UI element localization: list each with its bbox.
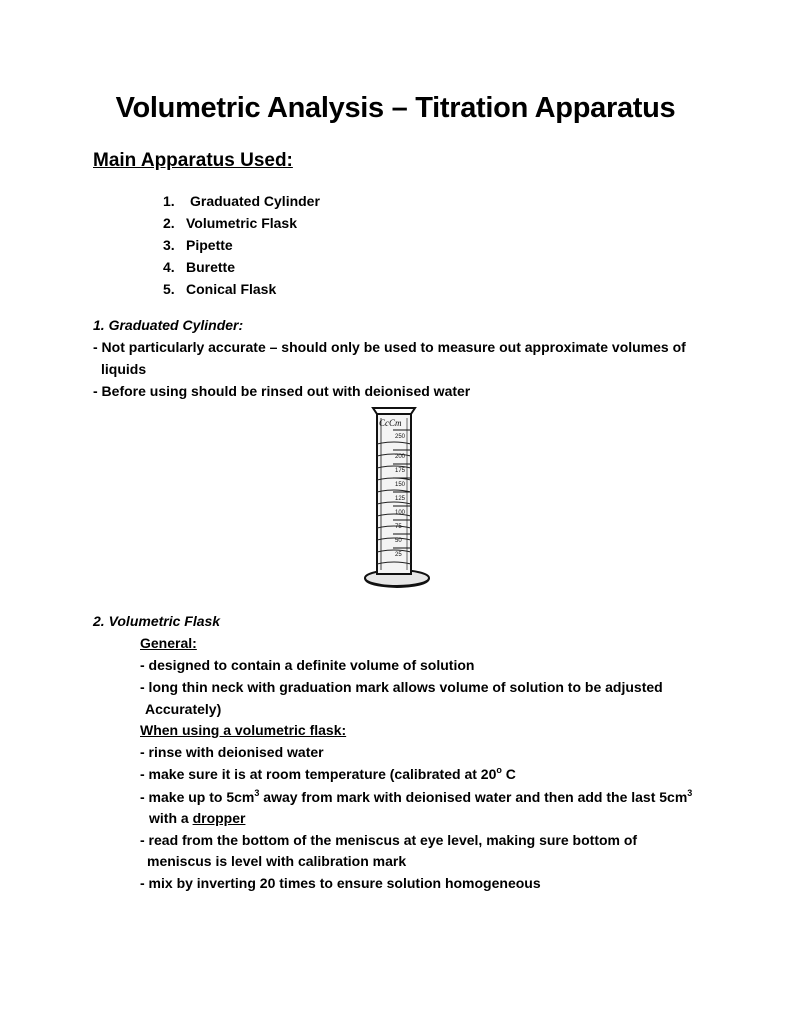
list-number: 1. bbox=[163, 193, 175, 209]
section2-text: with a dropper bbox=[149, 810, 246, 826]
scale-label: 75 bbox=[395, 524, 402, 530]
section2-text: - make up to $5cm^3$ away from mark with deionised water and then add the last $5cm^3$ bbox=[140, 788, 693, 805]
list-number: 3. bbox=[163, 237, 175, 253]
main-apparatus-heading: Main Apparatus Used: bbox=[93, 150, 293, 171]
section2-text: - mix by inverting 20 times to ensure solution homogeneous bbox=[140, 875, 541, 891]
general-heading: General: bbox=[140, 635, 197, 651]
list-item: Conical Flask bbox=[186, 281, 277, 297]
page-title: Volumetric Analysis – Titration Apparatus bbox=[115, 92, 676, 124]
graduated-cylinder-illustration bbox=[355, 404, 440, 592]
using-heading: When using a volumetric flask: bbox=[140, 722, 347, 738]
list-item: Pipette bbox=[186, 237, 233, 253]
cylinder-unit-label: CcCm bbox=[379, 418, 402, 428]
scale-label: 150 bbox=[395, 482, 406, 488]
section1-heading: 1. Graduated Cylinder: bbox=[93, 317, 244, 333]
list-number: 5. bbox=[163, 281, 175, 297]
section2-text: - rinse with deionised water bbox=[140, 744, 324, 760]
section2-text: - read from the bottom of the meniscus at eye level, making sure bottom of bbox=[140, 832, 638, 848]
scale-label: 175 bbox=[395, 468, 406, 474]
section2-text: Accurately) bbox=[145, 701, 222, 717]
scale-label: 125 bbox=[395, 496, 406, 502]
scale-label: 250 bbox=[395, 434, 406, 440]
section2-text: - long thin neck with graduation mark allows volume of solution to be adjusted bbox=[140, 679, 663, 695]
list-number: 2. bbox=[163, 215, 175, 231]
scale-label: 100 bbox=[395, 510, 406, 516]
section2-heading: 2. Volumetric Flask bbox=[93, 613, 221, 629]
section1-text: - Not particularly accurate – should only be used to measure out approximate volumes of bbox=[93, 339, 686, 355]
dropper-link: dropper bbox=[192, 810, 246, 826]
list-item: Graduated Cylinder bbox=[190, 193, 320, 209]
list-number: 4. bbox=[163, 259, 175, 275]
scale-label: 50 bbox=[395, 538, 402, 544]
section1-text: liquids bbox=[101, 361, 147, 377]
section2-text: - designed to contain a definite volume of solution bbox=[140, 657, 475, 673]
section2-text: - make sure it is at room temperature (calibrated at 20$^o$ C bbox=[140, 765, 516, 782]
list-item: Burette bbox=[186, 259, 236, 275]
scale-label: 200 bbox=[395, 454, 406, 460]
section2-text: meniscus is level with calibration mark bbox=[147, 853, 407, 869]
list-item: Volumetric Flask bbox=[186, 215, 298, 231]
scale-label: 25 bbox=[395, 552, 402, 558]
section1-text: - Before using should be rinsed out with deionised water bbox=[93, 383, 471, 399]
